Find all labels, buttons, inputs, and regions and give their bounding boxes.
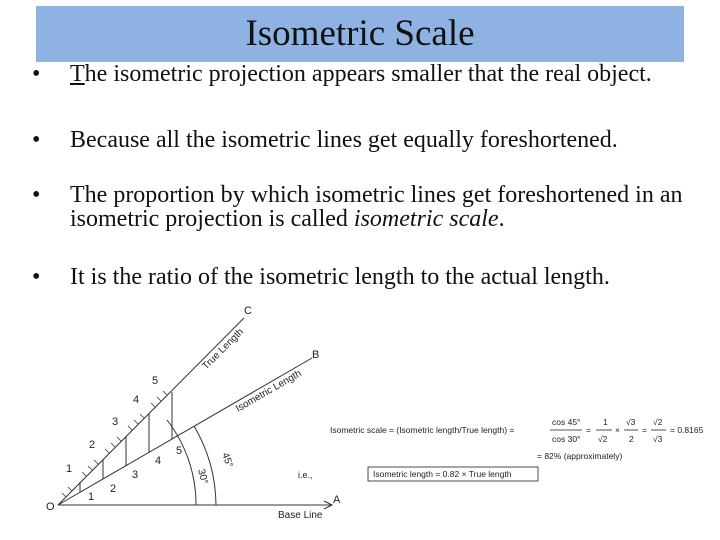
true-tick-1: 1 (66, 463, 73, 475)
formula-boxed: Isometric length = 0.82 × True length (373, 469, 512, 479)
angle-30-label: 30° (195, 467, 210, 486)
bullet-item (28, 183, 708, 265)
angle-arc-30 (194, 426, 216, 505)
true-length-line (58, 318, 244, 505)
isometric-scale-figure (0, 300, 360, 530)
bullet-text: he isometric projection appears smaller that the real object. (84, 61, 652, 87)
bullet-text: Because all the isometric lines get equally foreshortened. (70, 127, 618, 153)
base-line-label: Base Line (278, 510, 323, 521)
iso-tick-1: 1 (88, 491, 95, 503)
true-tick-2: 2 (89, 439, 96, 451)
formula-root3: √3 (626, 417, 636, 427)
ie-label: i.e., (298, 470, 313, 480)
isometric-length-line (58, 358, 312, 505)
bullet-item (28, 128, 708, 183)
formula-eq-2: = (642, 425, 647, 435)
true-tick-5: 5 (152, 375, 159, 387)
angle-arc-45 (167, 420, 196, 505)
iso-tick-3: 3 (132, 469, 139, 481)
formula-two: 2 (629, 434, 634, 444)
true-tick-3: 3 (112, 416, 119, 428)
bullet-item (28, 62, 708, 128)
formula-eq-1: = (586, 425, 591, 435)
true-length-label: True Length (200, 326, 246, 373)
bullet-first-letter: T (70, 61, 85, 87)
formula-root2-a: √2 (598, 434, 608, 444)
bullet-item (28, 265, 708, 289)
iso-tick-5: 5 (176, 445, 183, 457)
formula-root3-b: √3 (653, 434, 663, 444)
formula-lhs: Isometric scale = (Isometric length/True length) = (330, 425, 515, 435)
bullet-dot: • (32, 264, 41, 290)
bullet-end: . (498, 206, 505, 232)
bullet-dot: • (32, 127, 41, 153)
formula-cos45: cos 45° (552, 417, 581, 427)
label-o: O (46, 501, 55, 513)
label-b: B (312, 349, 320, 361)
formula-cos30: cos 30° (552, 434, 581, 444)
bullet-text: It is the ratio of the isometric length to the actual length. (70, 264, 610, 290)
label-c-top: C (244, 305, 252, 317)
formula-approx: = 82% (approximately) (537, 451, 623, 461)
bullet-text: The proportion by which isometric lines get foreshortened in an isometric projection is called (70, 182, 683, 232)
bullet-emphasis: isometric scale (353, 206, 499, 232)
bullet-dot: • (32, 182, 41, 208)
angle-45-label: 45° (219, 451, 235, 470)
isometric-scale-formula (320, 405, 712, 485)
slide-title: Isometric Scale (245, 13, 475, 54)
formula-times: × (615, 425, 620, 435)
bullet-list (28, 62, 708, 289)
true-tick-4: 4 (133, 394, 140, 406)
bullet-dot: • (32, 61, 41, 87)
label-a: A (333, 494, 341, 506)
formula-root2-b: √2 (653, 417, 663, 427)
formula-result: = 0.8165 (670, 425, 704, 435)
iso-tick-2: 2 (110, 483, 117, 495)
formula-one: 1 (603, 417, 608, 427)
iso-tick-4: 4 (155, 455, 162, 467)
isometric-length-label: Isometric Length (234, 368, 304, 415)
